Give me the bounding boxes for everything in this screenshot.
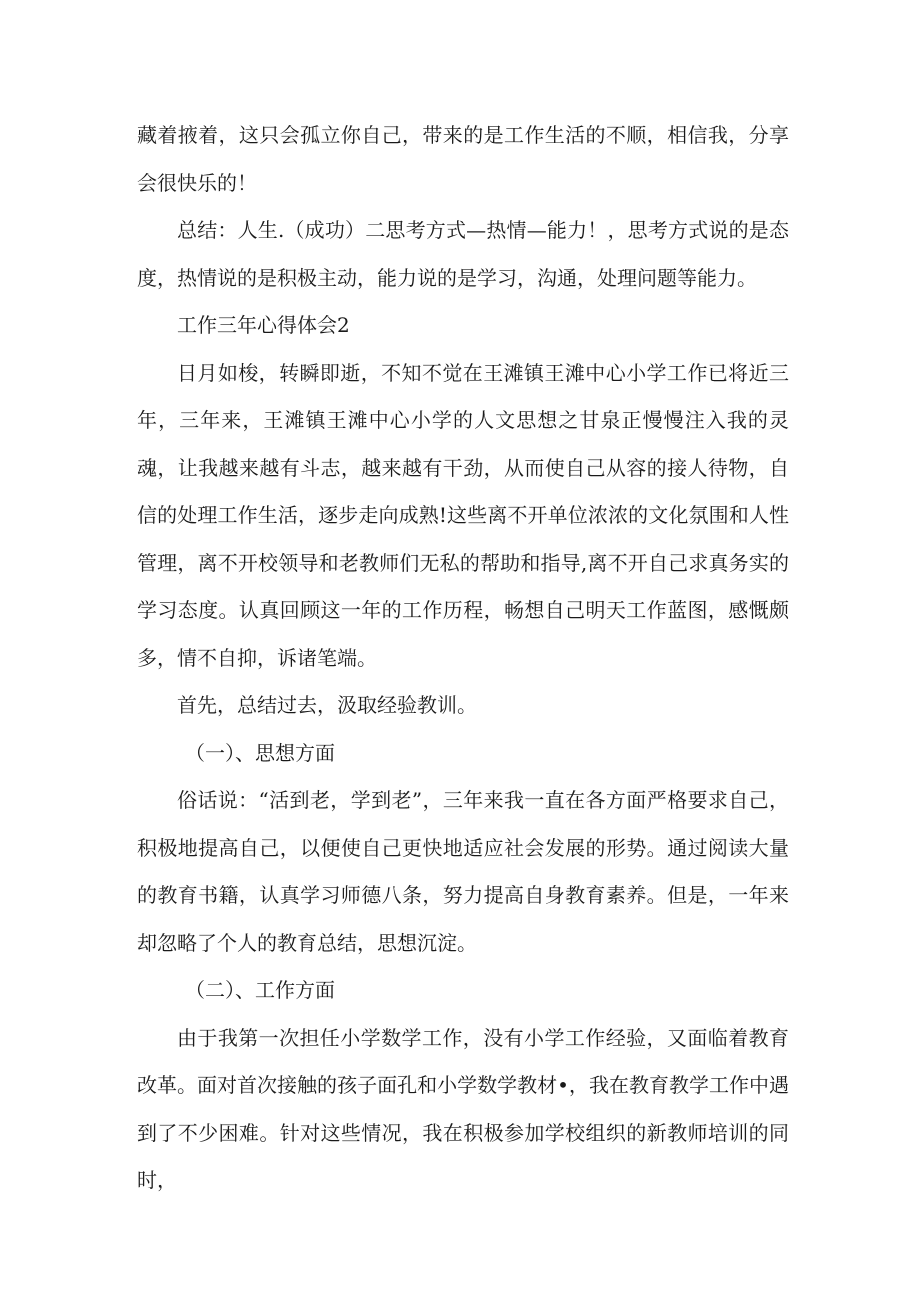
subheading-work: （二）、工作方面 <box>185 978 335 1002</box>
paragraph-sharing-conclusion: 藏着掖着，这只会孤立你自己，带来的是工作生活的不顺，相信我，分享会很快乐的！ <box>137 123 789 195</box>
document-body <box>137 112 789 1205</box>
section-title: 工作三年心得体会2 <box>177 313 350 337</box>
paragraph-work: 由于我第一次担任小学数学工作，没有小学工作经验，又面临着教育改革。面对首次接触的孩子面孔和小学数学教材•，我在教育教学工作中遇到了不少困难。针对这些情况，我在积极参加学校组织的新教师培训的同时， <box>137 1025 789 1192</box>
paragraph-thought: 俗话说：“活到老，学到老”，三年来我一直在各方面严格要求自己，积极地提高自己，以便使自己更快地适应社会发展的形势。通过阅读大量的教育书籍，认真学习师德八条，努力提高自身教育素养。但是，一年来却忽略了个人的教育总结，思想沉淀。 <box>137 788 789 955</box>
subheading-thought: （一）、思想方面 <box>185 740 335 765</box>
paragraph-summary: 总结：人生.（成功）二思考方式—热情—能力！，思考方式说的是态度，热情说的是积极主动，能力说的是学习，沟通，处理问题等能力。 <box>137 218 789 290</box>
paragraph-first-point: 首先，总结过去，汲取经验教训。 <box>177 693 477 717</box>
paragraph-intro: 日月如梭，转瞬即逝，不知不觉在王滩镇王滩中心小学工作已将近三年，三年来，王滩镇王滩中心小学的人文思想之甘泉正慢慢注入我的灵魂，让我越来越有斗志，越来越有干劲，从而使自己从容的接人待物，自信的处理工作生活，逐步走向成熟!这些离不开单位浓浓的文化氛围和人性管理，离不开校领导和老教师们无私的帮助和指导,离不开自己求真务实的学习态度。认真回顾这一年的工作历程，畅想自己明天工作蓝图，感慨颇多，情不自抑，诉诸笔端。 <box>137 360 789 670</box>
